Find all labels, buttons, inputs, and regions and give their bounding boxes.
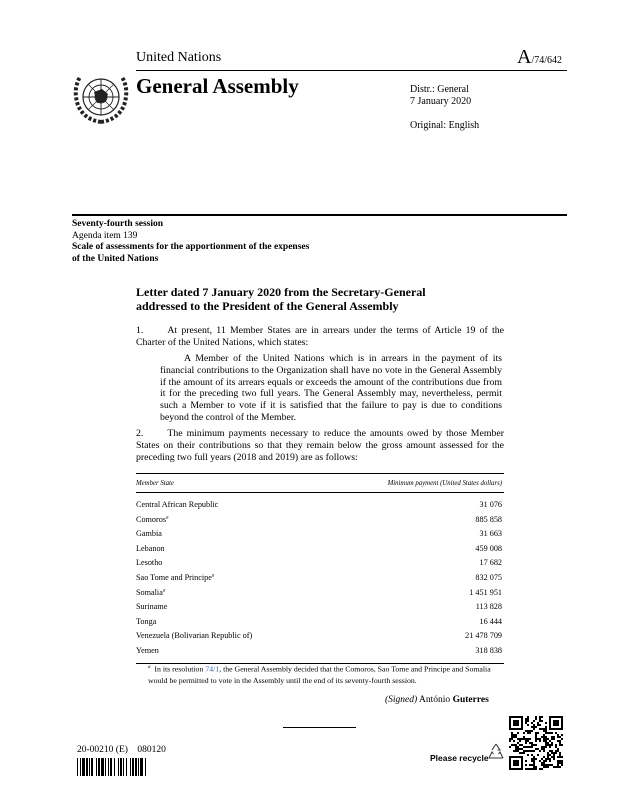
member-state-name: Comoros — [136, 514, 167, 524]
resolution-link[interactable]: 74/1 — [205, 664, 220, 674]
end-rule — [283, 727, 356, 728]
paragraph-2-text: The minimum payments necessary to reduce the amounts owed by those Member States on their contributions so that they remain below the gross amount assessed for the preceding two full years (2018 and 2019) are as follows: — [136, 428, 504, 463]
minimum-payment-cell: 31 663 — [479, 529, 502, 539]
member-state-name: Somalia — [136, 587, 163, 597]
member-state-name: Central African Republic — [136, 500, 219, 509]
member-state-cell — [136, 602, 167, 611]
agenda-subject-line1: Scale of assessments for the apportionment of the expenses — [72, 242, 310, 252]
document-date: 7 January 2020 — [410, 96, 472, 107]
member-state-cell — [136, 588, 165, 597]
member-state-name: Gambia — [136, 529, 162, 539]
member-state-cell — [136, 529, 162, 538]
org-name: United Nations — [136, 50, 222, 65]
column-header-minimum-payment: Minimum payment (United States dollars) — [387, 480, 502, 487]
letter-title-line1: Letter dated 7 January 2020 from the Secretary-General — [136, 285, 426, 299]
footnote-marker: a — [162, 587, 166, 593]
distribution: Distr.: General — [410, 84, 469, 95]
footnote-marker: a — [166, 514, 169, 520]
table-header-rule — [136, 492, 504, 493]
letter-title — [136, 285, 426, 313]
member-state-cell — [136, 558, 162, 567]
table-row — [136, 631, 504, 646]
agenda-subject-line2: of the United Nations — [72, 253, 159, 264]
member-state-name: Tonga — [136, 616, 157, 626]
table-row — [136, 617, 504, 632]
minimum-payment-cell: 16 444 — [479, 616, 502, 626]
table-row — [136, 573, 504, 588]
minimum-payment-cell: 885 858 — [475, 514, 502, 524]
table-row — [136, 515, 504, 530]
member-state-cell — [136, 544, 165, 553]
table-row — [136, 602, 504, 617]
table-row — [136, 529, 504, 544]
member-state-name: Lebanon — [136, 543, 165, 553]
member-state-cell — [136, 573, 214, 582]
barcode-icon — [77, 758, 179, 776]
letter-title-line2: addressed to the President of the General Assembly — [136, 299, 399, 313]
footnote-text-before: In its resolution — [154, 664, 206, 674]
footnote — [148, 662, 508, 686]
signatory-last-name: Guterres — [452, 695, 489, 705]
table-row — [136, 588, 504, 603]
member-state-cell — [136, 515, 169, 524]
charter-quote — [160, 353, 502, 424]
minimum-payment-cell: 17 682 — [479, 558, 502, 568]
member-state-name: Yemen — [136, 645, 159, 655]
member-state-name: Lesotho — [136, 558, 163, 568]
session-rule — [72, 214, 567, 216]
please-recycle-label: Please recycle — [430, 753, 489, 763]
minimum-payment-cell: 21 478 709 — [465, 631, 502, 641]
header-rule — [136, 70, 567, 71]
symbol-prefix: A — [517, 46, 532, 68]
table-row — [136, 558, 504, 573]
member-state-cell — [136, 631, 252, 640]
member-state-name: Venezuela (Bolivarian Republic of) — [136, 631, 253, 641]
paragraph-1-text: At present, 11 Member States are in arrears under the terms of Article 19 of the Charter of the United Nations, which states: — [136, 325, 504, 348]
paragraph-2-number: 2. — [136, 428, 144, 439]
minimum-payment-cell: 832 075 — [475, 572, 502, 582]
paragraph-1 — [136, 325, 504, 349]
footnote-text-after: , the General Assembly decided that the Comoros, Sao Tome and Principe and Somalia would be permitted to vote in the Assembly until the end of its seventy-fourth session. — [148, 664, 491, 685]
footnote-marker: a — [211, 573, 215, 579]
member-state-cell — [136, 500, 218, 509]
member-state-cell — [136, 646, 159, 655]
minimum-payment-cell: 31 076 — [479, 500, 502, 509]
footnote-mark: a — [148, 665, 151, 670]
document-job-number: 20-00210 (E) 080120 — [77, 745, 166, 755]
payments-table — [136, 473, 504, 664]
paragraph-2 — [136, 428, 504, 463]
signatory-first-name: António — [419, 695, 451, 705]
original-language: Original: English — [410, 120, 480, 131]
signed-label: (Signed) — [385, 695, 418, 705]
member-state-cell — [136, 617, 156, 626]
table-body — [136, 500, 504, 661]
session-block — [72, 219, 309, 265]
qr-code-icon — [509, 716, 563, 770]
agenda-item: Agenda item 139 — [72, 230, 138, 241]
minimum-payment-cell: 113 828 — [475, 602, 502, 612]
member-state-name: Suriname — [136, 602, 168, 612]
table-row — [136, 544, 504, 559]
signature — [385, 695, 489, 705]
charter-quote-text: A Member of the United Nations which is in arrears in the payment of its financial contributions to the Organization shall have no vote in the General Assembly if the amount of its arrears equals or exceeds the amount of the contributions due from it for the preceding two full years. The General Assembly may, nevertheless, permit such a Member to vote if it is satisfied that the failure to pay is due to conditions beyond the control of the Member. — [160, 353, 502, 423]
minimum-payment-cell: 318 838 — [475, 645, 502, 655]
symbol-suffix: /74/642 — [531, 55, 563, 66]
distribution-block — [410, 84, 471, 108]
un-emblem-icon — [72, 72, 130, 126]
table-row — [136, 500, 504, 515]
member-state-name: Sao Tome and Principe — [136, 572, 212, 582]
recycle-icon — [486, 742, 506, 762]
minimum-payment-cell: 1 451 951 — [469, 587, 502, 597]
table-row — [136, 646, 504, 661]
paragraph-1-number: 1. — [136, 325, 144, 336]
minimum-payment-cell: 459 008 — [475, 543, 502, 553]
column-header-member-state: Member State — [136, 480, 174, 487]
document-symbol — [517, 46, 562, 69]
organ-title: General Assembly — [136, 74, 299, 98]
table-header — [136, 474, 504, 492]
session-name: Seventy-fourth session — [72, 219, 164, 229]
